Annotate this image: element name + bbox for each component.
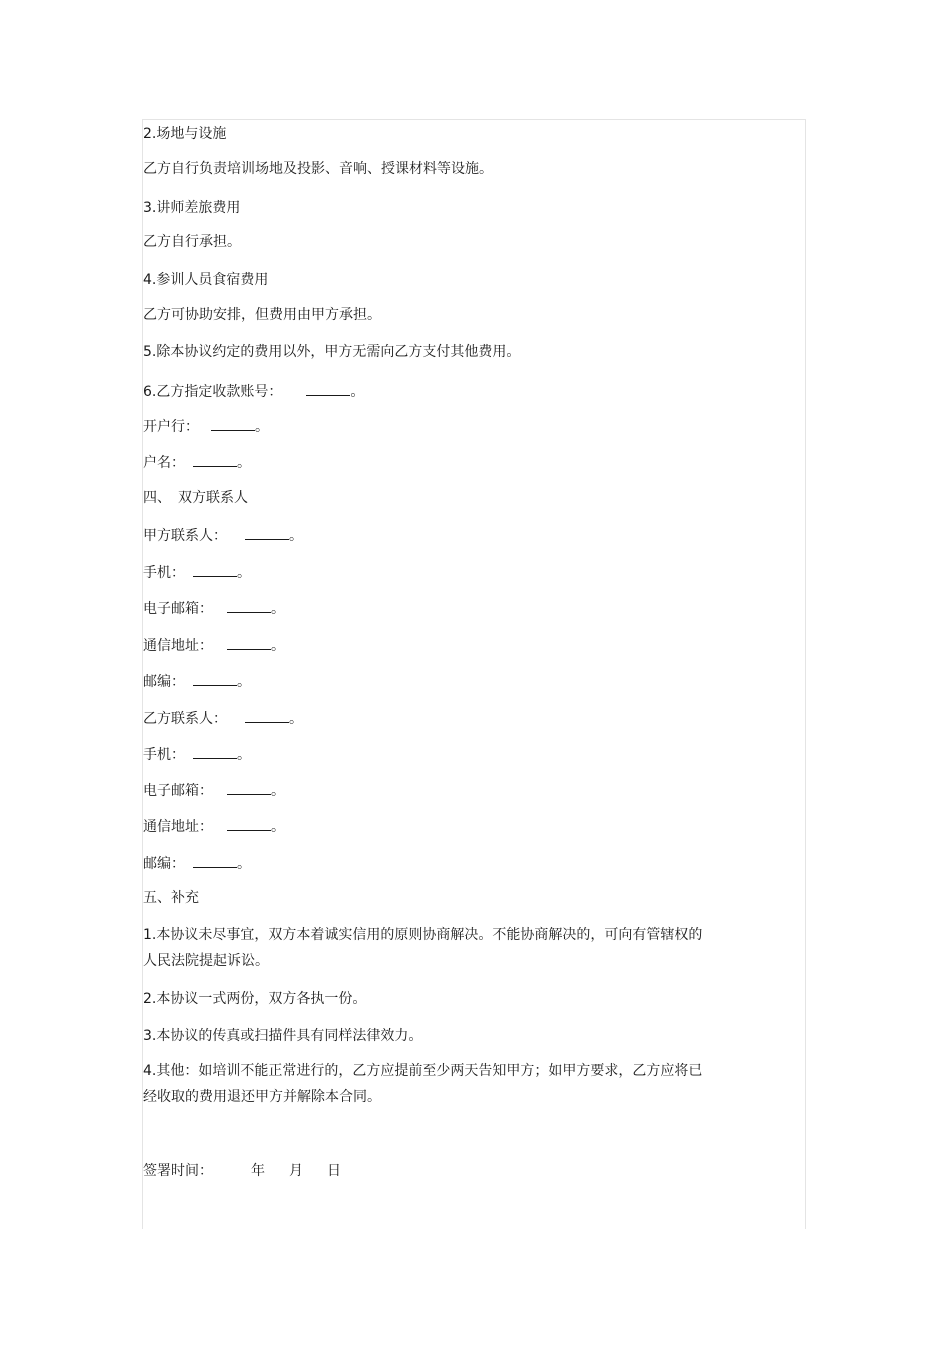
period: 。 (271, 783, 285, 799)
clause-3-4-title: 4.参训人员食宿费用 (143, 272, 269, 288)
party-b-email-line (143, 780, 285, 800)
period: 。 (271, 819, 285, 835)
party-b-contact-label: 乙方联系人： (143, 711, 227, 727)
year-label: 年 (251, 1163, 265, 1179)
bank-label: 开户行： (143, 419, 199, 435)
party-a-postcode-blank[interactable] (193, 671, 237, 686)
party-a-phone-blank[interactable] (193, 562, 237, 577)
clause-5-3: 3.本协议的传真或扫描件具有同样法律效力。 (143, 1028, 423, 1044)
signing-date-label: 签署时间： (143, 1163, 213, 1179)
clause-3-5: 5.除本协议约定的费用以外，甲方无需向乙方支付其他费用。 (143, 344, 521, 360)
clause-5-4-line-2: 经收取的费用退还甲方并解除本合同。 (143, 1089, 381, 1105)
period: 。 (289, 711, 303, 727)
party-a-email-line (143, 598, 285, 618)
period: 。 (289, 528, 303, 544)
period: 。 (237, 856, 251, 872)
party-b-phone-line (143, 744, 251, 764)
clause-5-4-line-1: 4.其他：如培训不能正常进行的，乙方应提前至少两天告知甲方；如甲方要求，乙方应将已 (143, 1063, 703, 1079)
party-b-phone-label: 手机： (143, 747, 185, 763)
clause-5-1-line-2: 人民法院提起诉讼。 (143, 953, 269, 969)
clause-3-4-body: 乙方可协助安排，但费用由甲方承担。 (143, 307, 381, 323)
period: 。 (271, 601, 285, 617)
section-4-title: 四、 双方联系人 (143, 490, 248, 506)
bank-line (143, 416, 269, 436)
account-name-label: 户名： (143, 455, 185, 471)
party-b-address-blank[interactable] (227, 816, 271, 831)
clause-5-1-line-1: 1.本协议未尽事宜，双方本着诚实信用的原则协商解决。不能协商解决的，可向有管辖权的 (143, 927, 703, 943)
period: 。 (237, 747, 251, 763)
account-name-line (143, 452, 251, 472)
party-a-contact-line (143, 525, 303, 545)
party-a-postcode-line (143, 671, 251, 691)
period: 。 (237, 455, 251, 471)
clause-3-2-title: 2.场地与设施 (143, 126, 227, 142)
party-a-phone-label: 手机： (143, 565, 185, 581)
clause-5-4 (143, 1058, 743, 1110)
account-number-blank[interactable] (306, 381, 350, 396)
period: 。 (237, 674, 251, 690)
party-a-postcode-label: 邮编： (143, 674, 185, 690)
party-b-contact-blank[interactable] (245, 708, 289, 723)
account-number-line (143, 381, 364, 401)
party-b-postcode-blank[interactable] (193, 853, 237, 868)
section-5-title: 五、补充 (143, 890, 199, 906)
party-a-address-blank[interactable] (227, 635, 271, 650)
day-label: 日 (327, 1163, 341, 1179)
party-b-phone-blank[interactable] (193, 744, 237, 759)
party-a-address-line (143, 635, 285, 655)
party-a-contact-label: 甲方联系人： (143, 528, 227, 544)
party-b-email-blank[interactable] (227, 780, 271, 795)
party-a-contact-blank[interactable] (245, 525, 289, 540)
month-label: 月 (289, 1163, 303, 1179)
account-number-label: 6.乙方指定收款账号： (143, 384, 283, 400)
period: 。 (255, 419, 269, 435)
party-a-email-blank[interactable] (227, 598, 271, 613)
clause-3-2-body: 乙方自行负责培训场地及投影、音响、授课材料等设施。 (143, 161, 493, 177)
period: 。 (237, 565, 251, 581)
period: 。 (271, 638, 285, 654)
party-b-email-label: 电子邮箱： (143, 783, 213, 799)
period: 。 (350, 384, 365, 400)
clause-5-2: 2.本协议一式两份，双方各执一份。 (143, 991, 367, 1007)
clause-5-1 (143, 922, 743, 974)
bank-blank[interactable] (211, 416, 255, 431)
party-a-phone-line (143, 562, 251, 582)
party-a-email-label: 电子邮箱： (143, 601, 213, 617)
party-b-postcode-label: 邮编： (143, 856, 185, 872)
party-b-contact-line (143, 708, 303, 728)
clause-3-3-body: 乙方自行承担。 (143, 234, 241, 250)
party-b-address-line (143, 816, 285, 836)
account-name-blank[interactable] (193, 452, 237, 467)
party-b-postcode-line (143, 853, 251, 873)
clause-3-3-title: 3.讲师差旅费用 (143, 200, 241, 216)
party-b-address-label: 通信地址： (143, 819, 213, 835)
signing-date-line (143, 1162, 341, 1180)
party-a-address-label: 通信地址： (143, 638, 213, 654)
